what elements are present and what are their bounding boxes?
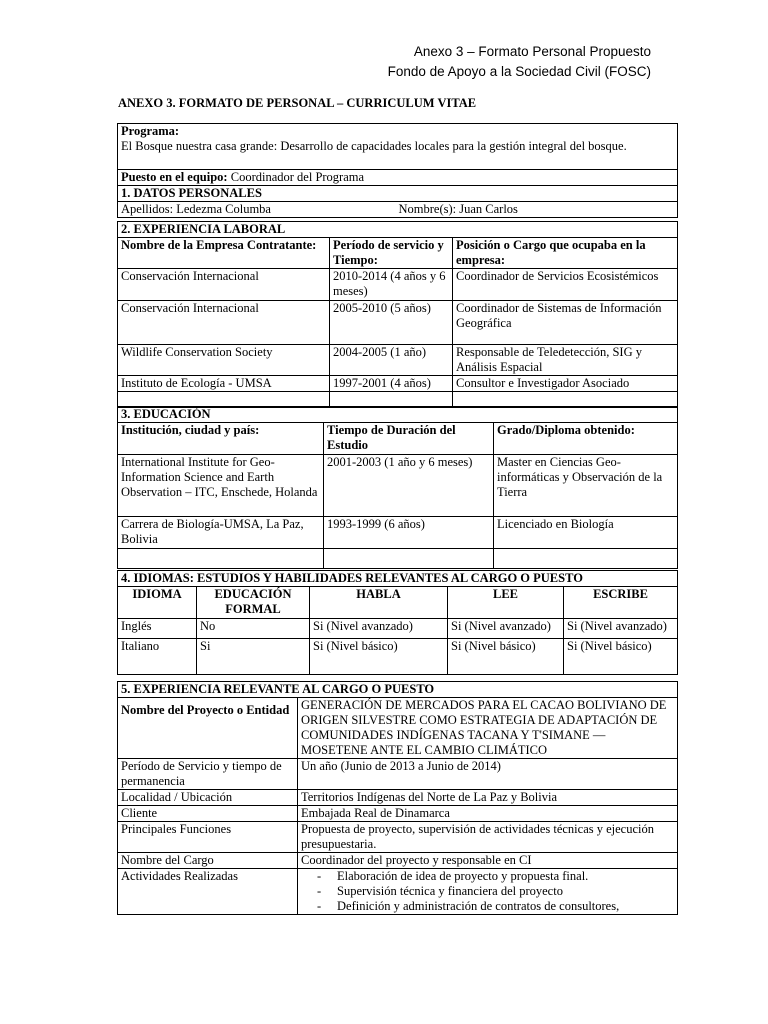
document-header (388, 42, 651, 82)
idioma-habla: Si (Nivel básico) (310, 639, 448, 675)
edu-institucion: Carrera de Biología-UMSA, La Paz, Bolivia (118, 517, 324, 549)
puesto-label: Puesto en el equipo: (121, 170, 228, 184)
header-line-2: Fondo de Apoyo a la Sociedad Civil (FOSC) (387, 64, 651, 79)
actividades-list (301, 869, 674, 914)
table-row (118, 345, 678, 376)
table-row (118, 455, 678, 517)
idioma-escribe: Si (Nivel básico) (564, 639, 678, 675)
edu-header-grado: Grado/Diploma obtenido: (494, 423, 678, 455)
exp-periodo: 1997-2001 (4 años) (330, 376, 453, 392)
actividades-label: Actividades Realizadas (118, 869, 298, 915)
exp-header-cargo: Posición o Cargo que ocupaba en la empresa: (453, 238, 678, 269)
idioma-educacion: No (197, 619, 310, 639)
exp-cargo: Responsable de Teledetección, SIG y Análisis Espacial (453, 345, 678, 376)
relevante-label: Localidad / Ubicación (118, 790, 298, 806)
puesto-cell (118, 170, 678, 186)
personal-table (117, 123, 678, 218)
programa-label: Programa: (121, 124, 180, 138)
document-title: ANEXO 3. FORMATO DE PERSONAL – CURRICULUM VITAE (118, 96, 477, 110)
exp-empresa: Conservación Internacional (118, 269, 330, 301)
datos-title: 1. DATOS PERSONALES (118, 186, 678, 202)
relevante-value: Un año (Junio de 2013 a Junio de 2014) (298, 759, 678, 790)
exp-header-empresa: Nombre de la Empresa Contratante: (118, 238, 330, 269)
table-row (118, 619, 678, 639)
table-row (118, 806, 678, 822)
exp-periodo: 2010-2014 (4 años y 6 meses) (330, 269, 453, 301)
idioma-name: Inglés (118, 619, 197, 639)
experiencia-title: 2. EXPERIENCIA LABORAL (118, 222, 678, 238)
idiomas-header-lee: LEE (448, 587, 564, 619)
table-row (118, 301, 678, 345)
table-row-empty (118, 549, 678, 569)
idioma-educacion: Si (197, 639, 310, 675)
idioma-name: Italiano (118, 639, 197, 675)
idiomas-header-escribe: ESCRIBE (564, 587, 678, 619)
list-item: - Definición y administración de contratos de consultores, (337, 899, 674, 914)
edu-tiempo: 1993-1999 (6 años) (324, 517, 494, 549)
table-row (118, 822, 678, 853)
proyecto-label: Nombre del Proyecto o Entidad (118, 698, 298, 759)
idioma-lee: Si (Nivel avanzado) (448, 619, 564, 639)
list-item: - Supervisión técnica y financiera del proyecto (337, 884, 674, 899)
idioma-escribe: Si (Nivel avanzado) (564, 619, 678, 639)
exp-header-periodo: Período de servicio y Tiempo: (330, 238, 453, 269)
apellidos: Apellidos: Ledezma Columba (118, 202, 396, 218)
edu-header-tiempo: Tiempo de Duración del Estudio (324, 423, 494, 455)
edu-grado: Licenciado en Biología (494, 517, 678, 549)
relevante-value: Propuesta de proyecto, supervisión de actividades técnicas y ejecución presupuestaria. (298, 822, 678, 853)
nombres: Nombre(s): Juan Carlos (396, 202, 678, 218)
table-row (118, 790, 678, 806)
table-row (118, 759, 678, 790)
idiomas-header-educacion: EDUCACIÓN FORMAL (197, 587, 310, 619)
edu-header-institucion: Institución, ciudad y país: (118, 423, 324, 455)
idiomas-header-habla: HABLA (310, 587, 448, 619)
exp-periodo: 2005-2010 (5 años) (330, 301, 453, 345)
table-row (118, 376, 678, 392)
proyecto-value: GENERACIÓN DE MERCADOS PARA EL CACAO BOLIVIANO DE ORIGEN SILVESTRE COMO ESTRATEGIA DE ADAPTACIÓN DE COMUNIDADES INDÍGENAS TACANA Y T'SIMANE — MOSETENE ANTE EL CAMBIO CLIMÁTICO (298, 698, 678, 759)
exp-empresa: Instituto de Ecología - UMSA (118, 376, 330, 392)
relevante-label: Principales Funciones (118, 822, 298, 853)
list-item: - Elaboración de idea de proyecto y propuesta final. (337, 869, 674, 884)
idiomas-title: 4. IDIOMAS: ESTUDIOS Y HABILIDADES RELEVANTES AL CARGO O PUESTO (118, 571, 678, 587)
idioma-habla: Si (Nivel avanzado) (310, 619, 448, 639)
edu-institucion: International Institute for Geo-Information Science and Earth Observation – ITC, Enschede, Holanda (118, 455, 324, 517)
relevante-title: 5. EXPERIENCIA RELEVANTE AL CARGO O PUESTO (118, 682, 678, 698)
programa-value: El Bosque nuestra casa grande: Desarrollo de capacidades locales para la gestión integral del bosque. (121, 139, 627, 153)
relevante-value: Coordinador del proyecto y responsable en CI (298, 853, 678, 869)
actividades-cell (298, 869, 678, 915)
table-row (118, 639, 678, 675)
idiomas-header-idioma: IDIOMA (118, 587, 197, 619)
edu-grado: Master en Ciencias Geo-informáticas y Observación de la Tierra (494, 455, 678, 517)
relevante-label: Cliente (118, 806, 298, 822)
table-row (118, 853, 678, 869)
relevante-value: Embajada Real de Dinamarca (298, 806, 678, 822)
exp-empresa: Wildlife Conservation Society (118, 345, 330, 376)
table-row (118, 517, 678, 549)
educacion-title: 3. EDUCACIÓN (118, 407, 678, 423)
relevante-table (117, 681, 678, 915)
exp-cargo: Coordinador de Sistemas de Información Geográfica (453, 301, 678, 345)
exp-cargo: Coordinador de Servicios Ecosistémicos (453, 269, 678, 301)
idioma-lee: Si (Nivel básico) (448, 639, 564, 675)
table-row (118, 869, 678, 915)
educacion-table (117, 406, 678, 569)
relevante-label: Período de Servicio y tiempo de permanencia (118, 759, 298, 790)
relevante-label: Nombre del Cargo (118, 853, 298, 869)
exp-periodo: 2004-2005 (1 año) (330, 345, 453, 376)
puesto-value: Coordinador del Programa (227, 170, 365, 184)
edu-tiempo: 2001-2003 (1 año y 6 meses) (324, 455, 494, 517)
programa-cell (118, 124, 678, 170)
exp-empresa: Conservación Internacional (118, 301, 330, 345)
header-line-1: Anexo 3 – Formato Personal Propuesto (413, 44, 651, 59)
relevante-value: Territorios Indígenas del Norte de La Paz y Bolivia (298, 790, 678, 806)
experiencia-table (117, 221, 678, 408)
idiomas-table (117, 570, 678, 675)
exp-cargo: Consultor e Investigador Asociado (453, 376, 678, 392)
table-row (118, 269, 678, 301)
